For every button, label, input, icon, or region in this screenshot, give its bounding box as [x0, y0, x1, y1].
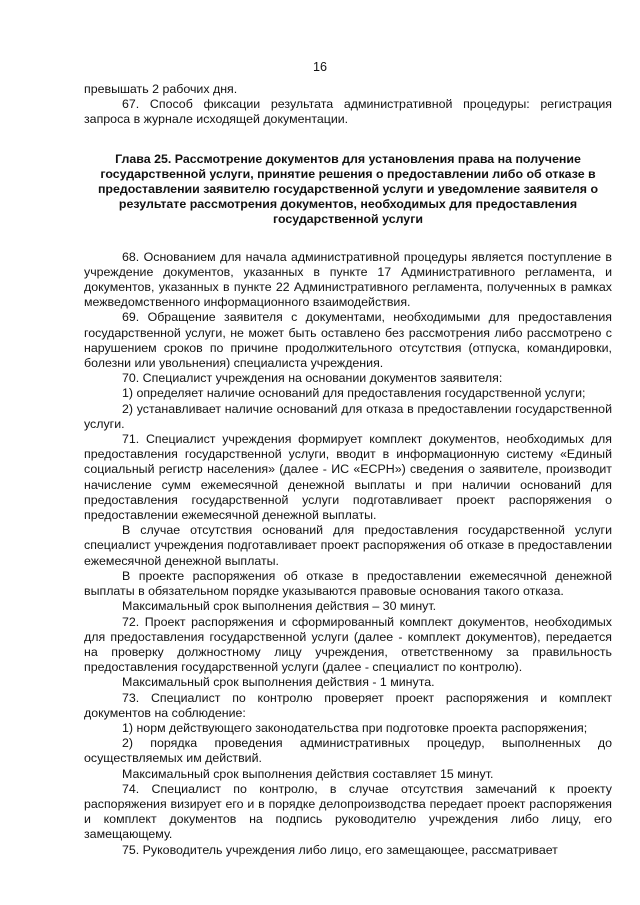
paragraph: 71. Специалист учреждения формирует комплект документов, необходимых для предоставления государственной услуги, вводит в информационную систему «Единый социальный регистр населения» (далее - ИС «ЕСРН») сведения о заявителе, производит начисление сумм ежемесячной денежной выплаты и при наличии оснований для предоставления государственной услуги подготавливает проект распоряжения о предоставлении ежемесячной денежной выплаты. — [84, 432, 612, 523]
paragraph: 1) определяет наличие оснований для предоставления государственной услуги; — [122, 386, 586, 401]
paragraph: В случае отсутствия оснований для предоставления государственной услуги специалист учреждения подготавливает проект распоряжения об отказе в предоставлении ежемесячной денежной выплаты. — [84, 523, 612, 568]
paragraph: 69. Обращение заявителя с документами, необходимыми для предоставления государственной услуги, не может быть оставлено без рассмотрения либо рассмотрено с нарушением сроков по причине продолжительного отсутствия (отпуска, командировки, болезни или увольнения) специалиста учреждения. — [84, 310, 612, 371]
paragraph-continuation: превышать 2 рабочих дня. — [84, 82, 238, 96]
paragraph-list — [84, 250, 612, 858]
paragraph: Максимальный срок выполнения действия - 1 минута. — [122, 675, 435, 690]
paragraph: Максимальный срок выполнения действия – 30 минут. — [122, 599, 437, 614]
chapter-title: Глава 25. Рассмотрение документов для установления права на получение государственной услуги, принятие решения о предоставлении либо об отказе в предоставлении заявителю государственной услуги и уведомление заявителя о результате рассмотрения документов, необходимых для предоставления государственной услуги — [97, 151, 599, 227]
paragraph: 70. Специалист учреждения на основании документов заявителя: — [122, 371, 503, 386]
document-body — [84, 82, 612, 858]
paragraph-67: 67. Способ фиксации результата административной процедуры: регистрация запроса в журнале исходящей документации. — [84, 97, 612, 127]
paragraph: 72. Проект распоряжения и сформированный комплект документов, необходимых для предоставления государственной услуги (далее - комплект документов), передается на проверку должностному лицу учреждения, ответственному за правильность предоставления государственной услуги (далее - специалист по контролю). — [84, 614, 612, 675]
paragraph: 68. Основанием для начала административной процедуры является поступление в учреждение документов, указанных в пункте 17 Административного регламента, и документов, указанных в пункте 22 Административного регламента, полученных в рамках межведомственного информационного взаимодействия. — [84, 249, 612, 310]
paragraph: В проекте распоряжения об отказе в предоставлении ежемесячной денежной выплаты в обязательном порядке указываются правовые основания такого отказа. — [84, 568, 612, 599]
paragraph: 73. Специалист по контролю проверяет проект распоряжения и комплект документов на соблюдение: — [84, 690, 612, 720]
paragraph: 74. Специалист по контролю, в случае отсутствия замечаний к проекту распоряжения визирует его и в порядке делопроизводства передает проект распоряжения и комплект документов на подпись руководителю учреждения либо лицу, его замещающему. — [84, 781, 612, 842]
paragraph: 1) норм действующего законодательства при подготовке проекта распоряжения; — [122, 720, 588, 735]
paragraph: 2) порядка проведения административных процедур, выполненных до осуществляемых им действий. — [84, 736, 612, 766]
paragraph: 2) устанавливает наличие оснований для отказа в предоставлении государственной услуги. — [84, 401, 612, 431]
paragraph: Максимальный срок выполнения действия составляет 15 минут. — [122, 766, 494, 781]
page-number: 16 — [312, 60, 327, 74]
paragraph: 75. Руководитель учреждения либо лицо, его замещающее, рассматривает — [122, 842, 558, 857]
